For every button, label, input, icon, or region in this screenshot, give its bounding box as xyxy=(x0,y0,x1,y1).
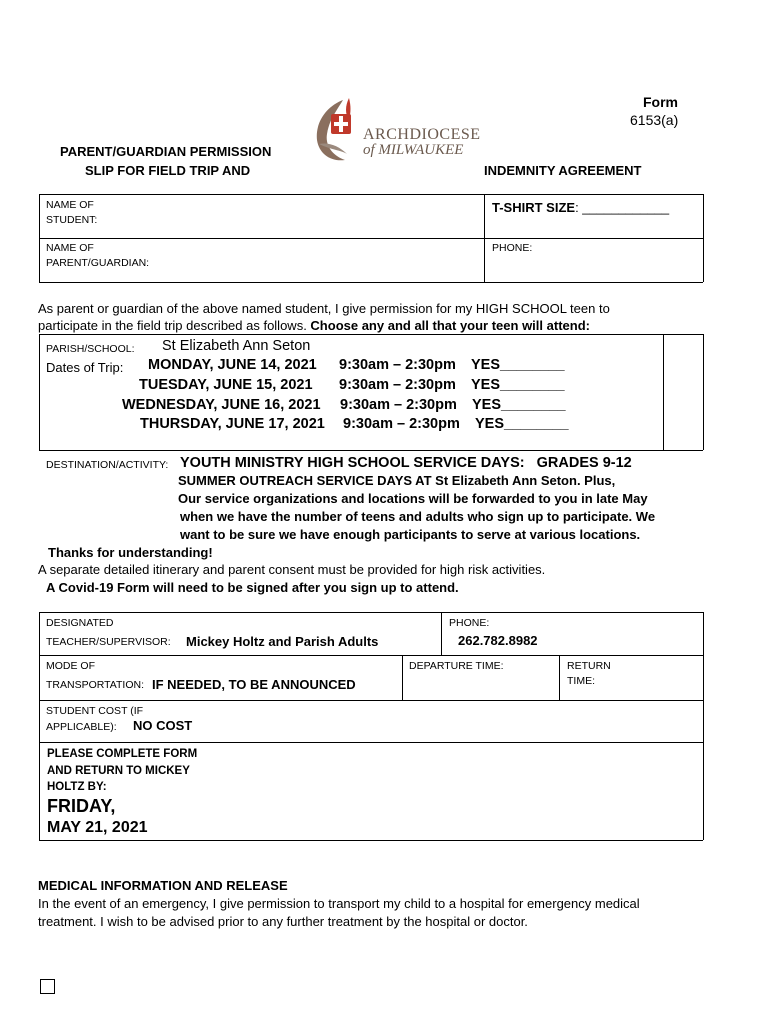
destination-line-3: when we have the number of teens and adults who sign up to participate. We xyxy=(180,509,656,524)
complete-line-2: AND RETURN TO MICKEY xyxy=(47,765,190,777)
designated-label-1: DESIGNATED xyxy=(46,617,114,629)
parent-name-label-2: PARENT/GUARDIAN: xyxy=(46,257,150,269)
logo-text-2: of MILWAUKEE xyxy=(363,142,464,158)
destination-label: DESTINATION/ACTIVITY: xyxy=(46,459,169,471)
trip-date-tuesday: TUESDAY, JUNE 15, 2021 xyxy=(139,377,313,393)
archdiocese-logo xyxy=(305,96,481,168)
deadline-line-2: MAY 21, 2021 xyxy=(47,819,148,836)
parent-name-label-1: NAME OF xyxy=(46,242,94,254)
itinerary-notice: A separate detailed itinerary and parent consent must be provided for high risk activities. xyxy=(38,562,546,577)
destination-line-1: SUMMER OUTREACH SERVICE DAYS AT St Elizabeth Ann Seton. Plus, xyxy=(178,473,616,488)
destination-line-2: Our service organizations and locations will be forwarded to you in late May xyxy=(178,491,648,506)
destination-line-4: want to be sure we have enough participants to serve at various locations. xyxy=(180,527,641,542)
parish-label: PARISH/SCHOOL: xyxy=(46,343,135,355)
medical-heading: MEDICAL INFORMATION AND RELEASE xyxy=(38,878,288,893)
parish-value: St Elizabeth Ann Seton xyxy=(162,338,311,354)
departure-field[interactable] xyxy=(409,674,553,696)
mode-value: IF NEEDED, TO BE ANNOUNCED xyxy=(152,677,356,692)
trip-date-wednesday: WEDNESDAY, JUNE 16, 2021 xyxy=(122,397,321,413)
yes-wednesday[interactable]: YES________ xyxy=(472,397,566,413)
tshirt-size-field[interactable]: : ____________ xyxy=(575,200,670,215)
parent-name-field[interactable] xyxy=(160,242,478,278)
cost-label-1: STUDENT COST (IF xyxy=(46,705,144,717)
student-name-label-1: NAME OF xyxy=(46,199,94,211)
supervisor-phone-label: PHONE: xyxy=(449,617,490,629)
medical-line-2: treatment. I wish to be advised prior to any further treatment by the hospital or doctor. xyxy=(38,914,528,929)
trip-time-wednesday: 9:30am – 2:30pm xyxy=(340,397,457,413)
trip-date-monday: MONDAY, JUNE 14, 2021 xyxy=(148,357,317,373)
form-label: Form xyxy=(643,94,678,110)
logo-text-1: ARCHDIOCESE xyxy=(363,126,481,143)
trip-time-monday: 9:30am – 2:30pm xyxy=(339,357,456,373)
deadline-line-1: FRIDAY, xyxy=(47,796,116,816)
medical-line-1: In the event of an emergency, I give permission to transport my child to a hospital for emergency medical xyxy=(38,896,640,911)
destination-thanks: Thanks for understanding! xyxy=(48,545,213,560)
cost-value: NO COST xyxy=(133,718,193,733)
permission-line-2-bold: Choose any and all that your teen will attend: xyxy=(310,318,590,333)
departure-label: DEPARTURE TIME: xyxy=(409,660,504,672)
destination-title: YOUTH MINISTRY HIGH SCHOOL SERVICE DAYS: GRADES 9-12 xyxy=(180,455,632,471)
permission-line-2-plain: participate in the field trip described as follows. xyxy=(38,318,311,333)
tshirt-size[interactable] xyxy=(492,200,669,215)
return-label-2: TIME: xyxy=(567,675,595,687)
dates-label: Dates of Trip: xyxy=(46,360,124,375)
permission-line-1: As parent or guardian of the above named student, I give permission for my HIGH SCHOOL teen to xyxy=(38,301,610,316)
cross-dove-icon xyxy=(305,96,367,166)
parent-phone-field[interactable] xyxy=(540,242,698,278)
supervisor-value: Mickey Holtz and Parish Adults xyxy=(186,634,379,649)
trip-time-tuesday: 9:30am – 2:30pm xyxy=(339,377,456,393)
covid-notice: A Covid-19 Form will need to be signed after you sign up to attend. xyxy=(46,580,459,595)
complete-line-3: HOLTZ BY: xyxy=(47,781,107,793)
cost-label-2: APPLICABLE): xyxy=(46,721,117,733)
complete-line-1: PLEASE COMPLETE FORM xyxy=(47,748,198,760)
trip-date-thursday: THURSDAY, JUNE 17, 2021 xyxy=(140,416,325,432)
consent-checkbox[interactable] xyxy=(40,979,55,994)
permission-line-2 xyxy=(38,318,590,333)
yes-monday[interactable]: YES________ xyxy=(471,357,565,373)
mode-label-2: TRANSPORTATION: xyxy=(46,679,145,691)
return-label-1: RETURN xyxy=(567,660,611,672)
return-field[interactable] xyxy=(600,674,698,696)
trip-time-thursday: 9:30am – 2:30pm xyxy=(343,416,460,432)
tshirt-size-label: T-SHIRT SIZE xyxy=(492,200,576,215)
student-name-label-2: STUDENT: xyxy=(46,214,98,226)
yes-thursday[interactable]: YES________ xyxy=(475,416,569,432)
student-name-field[interactable] xyxy=(130,198,478,234)
designated-label-2: TEACHER/SUPERVISOR: xyxy=(46,636,171,648)
supervisor-phone-value: 262.782.8982 xyxy=(458,633,538,648)
title-left-2: SLIP FOR FIELD TRIP AND xyxy=(85,163,251,178)
title-left-1: PARENT/GUARDIAN PERMISSION xyxy=(60,144,272,159)
title-right: INDEMNITY AGREEMENT xyxy=(484,163,642,178)
yes-tuesday[interactable]: YES________ xyxy=(471,377,565,393)
form-number: 6153(a) xyxy=(630,112,679,128)
mode-label-1: MODE OF xyxy=(46,660,95,672)
parent-phone-label: PHONE: xyxy=(492,242,533,254)
